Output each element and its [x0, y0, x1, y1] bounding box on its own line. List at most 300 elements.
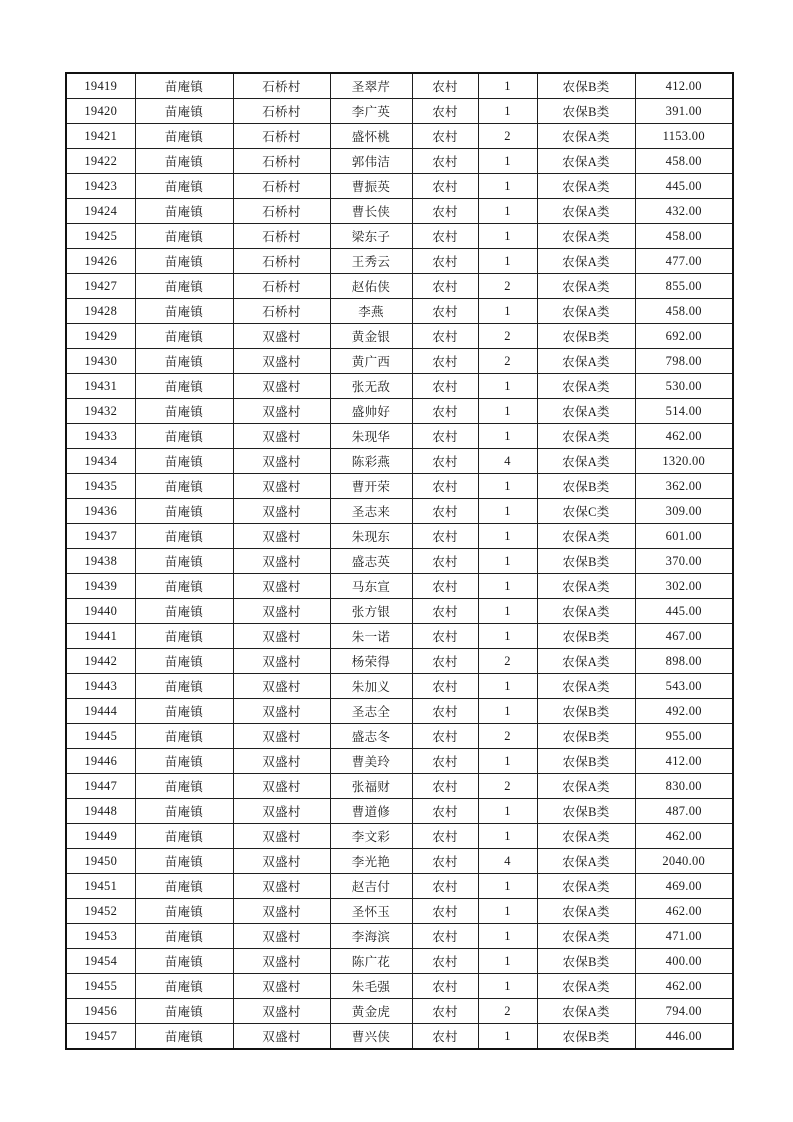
table-cell-village: 双盛村: [233, 824, 330, 849]
table-cell-amount: 1153.00: [635, 124, 733, 149]
table-cell-insurance_type: 农保B类: [537, 699, 635, 724]
table-row: [66, 1024, 733, 1050]
table-cell-person_name: 郭伟洁: [330, 149, 412, 174]
table-row: [66, 899, 733, 924]
table-cell-insurance_type: 农保B类: [537, 1024, 635, 1050]
table-cell-insurance_type: 农保B类: [537, 474, 635, 499]
table-cell-amount: 477.00: [635, 249, 733, 274]
table-cell-person_count: 2: [478, 124, 537, 149]
table-cell-town: 苗庵镇: [135, 749, 233, 774]
table-cell-town: 苗庵镇: [135, 324, 233, 349]
table-cell-person_name: 圣怀玉: [330, 899, 412, 924]
table-cell-person_name: 黄金银: [330, 324, 412, 349]
table-cell-insurance_type: 农保A类: [537, 999, 635, 1024]
table-row: [66, 724, 733, 749]
table-cell-record_id: 19438: [66, 549, 135, 574]
table-cell-person_name: 李文彩: [330, 824, 412, 849]
table-cell-record_id: 19425: [66, 224, 135, 249]
table-cell-town: 苗庵镇: [135, 574, 233, 599]
table-row: [66, 349, 733, 374]
table-row: [66, 549, 733, 574]
table-cell-record_id: 19450: [66, 849, 135, 874]
table-cell-record_id: 19421: [66, 124, 135, 149]
table-cell-person_name: 曹长侠: [330, 199, 412, 224]
table-cell-record_id: 19457: [66, 1024, 135, 1050]
table-cell-category: 农村: [412, 824, 478, 849]
table-cell-amount: 458.00: [635, 224, 733, 249]
table-cell-category: 农村: [412, 174, 478, 199]
table-cell-category: 农村: [412, 474, 478, 499]
table-cell-amount: 543.00: [635, 674, 733, 699]
table-row: [66, 774, 733, 799]
table-cell-person_count: 1: [478, 374, 537, 399]
table-cell-category: 农村: [412, 924, 478, 949]
table-row: [66, 999, 733, 1024]
table-cell-town: 苗庵镇: [135, 124, 233, 149]
table-cell-amount: 458.00: [635, 149, 733, 174]
table-cell-record_id: 19431: [66, 374, 135, 399]
table-cell-insurance_type: 农保A类: [537, 399, 635, 424]
table-cell-town: 苗庵镇: [135, 349, 233, 374]
table-cell-town: 苗庵镇: [135, 999, 233, 1024]
table-cell-person_name: 王秀云: [330, 249, 412, 274]
table-cell-town: 苗庵镇: [135, 649, 233, 674]
table-row: [66, 149, 733, 174]
table-cell-person_count: 1: [478, 224, 537, 249]
table-cell-person_name: 李燕: [330, 299, 412, 324]
table-cell-record_id: 19435: [66, 474, 135, 499]
table-cell-category: 农村: [412, 674, 478, 699]
table-row: [66, 924, 733, 949]
table-cell-town: 苗庵镇: [135, 724, 233, 749]
table-cell-person_count: 1: [478, 674, 537, 699]
table-cell-town: 苗庵镇: [135, 474, 233, 499]
table-cell-category: 农村: [412, 249, 478, 274]
table-cell-insurance_type: 农保A类: [537, 974, 635, 999]
table-cell-town: 苗庵镇: [135, 774, 233, 799]
table-cell-village: 双盛村: [233, 374, 330, 399]
table-cell-insurance_type: 农保A类: [537, 574, 635, 599]
table-cell-village: 双盛村: [233, 974, 330, 999]
table-cell-amount: 1320.00: [635, 449, 733, 474]
table-cell-category: 农村: [412, 549, 478, 574]
table-cell-insurance_type: 农保A类: [537, 199, 635, 224]
table-cell-amount: 692.00: [635, 324, 733, 349]
table-cell-town: 苗庵镇: [135, 549, 233, 574]
table-cell-amount: 309.00: [635, 499, 733, 524]
table-cell-town: 苗庵镇: [135, 424, 233, 449]
table-cell-insurance_type: 农保A类: [537, 924, 635, 949]
table-cell-amount: 446.00: [635, 1024, 733, 1050]
table-cell-person_name: 李海滨: [330, 924, 412, 949]
table-cell-person_count: 1: [478, 149, 537, 174]
table-cell-record_id: 19449: [66, 824, 135, 849]
table-cell-category: 农村: [412, 574, 478, 599]
table-cell-record_id: 19443: [66, 674, 135, 699]
table-cell-town: 苗庵镇: [135, 224, 233, 249]
table-cell-town: 苗庵镇: [135, 799, 233, 824]
table-cell-record_id: 19426: [66, 249, 135, 274]
table-cell-town: 苗庵镇: [135, 899, 233, 924]
table-cell-insurance_type: 农保A类: [537, 674, 635, 699]
table-cell-person_count: 2: [478, 724, 537, 749]
table-cell-record_id: 19453: [66, 924, 135, 949]
table-cell-record_id: 19436: [66, 499, 135, 524]
table-cell-person_count: 1: [478, 824, 537, 849]
table-cell-insurance_type: 农保A类: [537, 824, 635, 849]
table-cell-person_name: 盛志冬: [330, 724, 412, 749]
table-cell-category: 农村: [412, 449, 478, 474]
table-row: [66, 749, 733, 774]
table-cell-village: 双盛村: [233, 799, 330, 824]
table-cell-category: 农村: [412, 874, 478, 899]
table-cell-insurance_type: 农保A类: [537, 149, 635, 174]
table-cell-amount: 302.00: [635, 574, 733, 599]
table-cell-record_id: 19455: [66, 974, 135, 999]
table-cell-insurance_type: 农保B类: [537, 549, 635, 574]
table-body: [66, 73, 733, 1049]
table-cell-insurance_type: 农保A类: [537, 224, 635, 249]
table-cell-person_name: 张无敌: [330, 374, 412, 399]
table-row: [66, 274, 733, 299]
table-cell-person_count: 1: [478, 174, 537, 199]
table-cell-village: 双盛村: [233, 524, 330, 549]
table-cell-category: 农村: [412, 374, 478, 399]
table-cell-person_name: 朱加义: [330, 674, 412, 699]
table-cell-amount: 530.00: [635, 374, 733, 399]
table-cell-town: 苗庵镇: [135, 499, 233, 524]
table-cell-record_id: 19432: [66, 399, 135, 424]
table-cell-person_name: 圣志全: [330, 699, 412, 724]
table-cell-category: 农村: [412, 899, 478, 924]
table-cell-village: 石桥村: [233, 199, 330, 224]
table-row: [66, 624, 733, 649]
table-cell-category: 农村: [412, 599, 478, 624]
table-cell-person_count: 1: [478, 699, 537, 724]
table-cell-record_id: 19424: [66, 199, 135, 224]
table-cell-category: 农村: [412, 749, 478, 774]
table-cell-village: 石桥村: [233, 124, 330, 149]
table-cell-amount: 830.00: [635, 774, 733, 799]
table-row: [66, 399, 733, 424]
table-row: [66, 449, 733, 474]
table-cell-village: 双盛村: [233, 999, 330, 1024]
table-cell-category: 农村: [412, 73, 478, 99]
table-cell-village: 双盛村: [233, 849, 330, 874]
table-cell-category: 农村: [412, 149, 478, 174]
table-cell-town: 苗庵镇: [135, 149, 233, 174]
table-cell-person_count: 1: [478, 749, 537, 774]
table-cell-category: 农村: [412, 649, 478, 674]
table-cell-person_count: 1: [478, 624, 537, 649]
table-cell-village: 双盛村: [233, 699, 330, 724]
table-cell-insurance_type: 农保A类: [537, 174, 635, 199]
table-cell-town: 苗庵镇: [135, 374, 233, 399]
table-cell-village: 石桥村: [233, 249, 330, 274]
table-cell-amount: 798.00: [635, 349, 733, 374]
table-cell-village: 双盛村: [233, 674, 330, 699]
table-cell-amount: 400.00: [635, 949, 733, 974]
table-cell-amount: 432.00: [635, 199, 733, 224]
table-row: [66, 124, 733, 149]
table-cell-insurance_type: 农保A类: [537, 599, 635, 624]
table-cell-insurance_type: 农保A类: [537, 899, 635, 924]
table-cell-category: 农村: [412, 224, 478, 249]
table-cell-category: 农村: [412, 499, 478, 524]
table-cell-person_count: 1: [478, 574, 537, 599]
table-cell-village: 双盛村: [233, 549, 330, 574]
table-cell-amount: 2040.00: [635, 849, 733, 874]
table-cell-village: 双盛村: [233, 449, 330, 474]
table-cell-person_count: 4: [478, 849, 537, 874]
table-cell-person_name: 赵吉付: [330, 874, 412, 899]
table-cell-person_count: 1: [478, 474, 537, 499]
table-cell-town: 苗庵镇: [135, 99, 233, 124]
table-cell-village: 双盛村: [233, 499, 330, 524]
table-cell-record_id: 19447: [66, 774, 135, 799]
table-cell-insurance_type: 农保B类: [537, 99, 635, 124]
table-cell-person_name: 陈广花: [330, 949, 412, 974]
table-cell-category: 农村: [412, 699, 478, 724]
table-cell-person_name: 曹美玲: [330, 749, 412, 774]
table-cell-person_name: 盛志英: [330, 549, 412, 574]
table-cell-insurance_type: 农保B类: [537, 73, 635, 99]
table-cell-person_count: 1: [478, 73, 537, 99]
table-cell-insurance_type: 农保B类: [537, 799, 635, 824]
table-cell-record_id: 19422: [66, 149, 135, 174]
table-cell-category: 农村: [412, 99, 478, 124]
table-cell-amount: 855.00: [635, 274, 733, 299]
table-cell-person_count: 1: [478, 1024, 537, 1050]
table-cell-amount: 391.00: [635, 99, 733, 124]
table-cell-amount: 412.00: [635, 749, 733, 774]
table-cell-amount: 462.00: [635, 824, 733, 849]
table-cell-person_count: 1: [478, 299, 537, 324]
table-cell-person_name: 朱现华: [330, 424, 412, 449]
table-row: [66, 824, 733, 849]
table-cell-village: 石桥村: [233, 73, 330, 99]
table-row: [66, 524, 733, 549]
table-cell-insurance_type: 农保B类: [537, 949, 635, 974]
table-cell-person_count: 1: [478, 499, 537, 524]
table-cell-town: 苗庵镇: [135, 399, 233, 424]
table-cell-person_name: 曹兴侠: [330, 1024, 412, 1050]
table-cell-person_count: 2: [478, 999, 537, 1024]
table-cell-person_count: 1: [478, 974, 537, 999]
table-cell-village: 石桥村: [233, 174, 330, 199]
table-cell-person_name: 马东宣: [330, 574, 412, 599]
table-cell-village: 双盛村: [233, 574, 330, 599]
table-cell-town: 苗庵镇: [135, 974, 233, 999]
table-cell-record_id: 19420: [66, 99, 135, 124]
table-cell-category: 农村: [412, 274, 478, 299]
table-cell-town: 苗庵镇: [135, 299, 233, 324]
table-cell-town: 苗庵镇: [135, 174, 233, 199]
table-row: [66, 224, 733, 249]
table-row: [66, 599, 733, 624]
table-cell-town: 苗庵镇: [135, 199, 233, 224]
table-cell-person_name: 曹振英: [330, 174, 412, 199]
table-cell-record_id: 19442: [66, 649, 135, 674]
table-row: [66, 299, 733, 324]
table-cell-insurance_type: 农保A类: [537, 299, 635, 324]
table-cell-town: 苗庵镇: [135, 599, 233, 624]
table-cell-person_count: 1: [478, 424, 537, 449]
table-cell-amount: 601.00: [635, 524, 733, 549]
table-cell-person_count: 1: [478, 399, 537, 424]
table-cell-record_id: 19429: [66, 324, 135, 349]
table-row: [66, 199, 733, 224]
table-cell-amount: 955.00: [635, 724, 733, 749]
table-cell-person_name: 张方银: [330, 599, 412, 624]
table-row: [66, 699, 733, 724]
table-cell-record_id: 19419: [66, 73, 135, 99]
table-cell-person_name: 圣志来: [330, 499, 412, 524]
table-cell-category: 农村: [412, 199, 478, 224]
table-cell-amount: 462.00: [635, 899, 733, 924]
table-cell-village: 双盛村: [233, 874, 330, 899]
table-cell-village: 双盛村: [233, 924, 330, 949]
table-cell-village: 双盛村: [233, 474, 330, 499]
table-cell-village: 石桥村: [233, 274, 330, 299]
table-cell-category: 农村: [412, 349, 478, 374]
table-cell-category: 农村: [412, 124, 478, 149]
table-cell-person_name: 圣翠芹: [330, 73, 412, 99]
table-cell-insurance_type: 农保A类: [537, 774, 635, 799]
table-cell-person_name: 朱一诺: [330, 624, 412, 649]
table-cell-person_name: 黄金虎: [330, 999, 412, 1024]
table-cell-village: 双盛村: [233, 949, 330, 974]
table-cell-village: 石桥村: [233, 99, 330, 124]
table-cell-category: 农村: [412, 849, 478, 874]
table-row: [66, 73, 733, 99]
table-cell-category: 农村: [412, 299, 478, 324]
table-cell-town: 苗庵镇: [135, 849, 233, 874]
table-cell-insurance_type: 农保A类: [537, 449, 635, 474]
table-cell-amount: 898.00: [635, 649, 733, 674]
table-cell-category: 农村: [412, 799, 478, 824]
table-row: [66, 574, 733, 599]
table-cell-record_id: 19440: [66, 599, 135, 624]
table-cell-record_id: 19423: [66, 174, 135, 199]
table-cell-town: 苗庵镇: [135, 699, 233, 724]
table-cell-person_count: 1: [478, 799, 537, 824]
table-cell-amount: 794.00: [635, 999, 733, 1024]
table-row: [66, 174, 733, 199]
table-cell-village: 双盛村: [233, 1024, 330, 1050]
table-cell-village: 双盛村: [233, 349, 330, 374]
table-cell-insurance_type: 农保B类: [537, 624, 635, 649]
table-row: [66, 974, 733, 999]
table-cell-insurance_type: 农保A类: [537, 424, 635, 449]
table-cell-person_count: 1: [478, 199, 537, 224]
table-row: [66, 849, 733, 874]
table-cell-village: 双盛村: [233, 749, 330, 774]
table-cell-record_id: 19456: [66, 999, 135, 1024]
table-cell-person_name: 李广英: [330, 99, 412, 124]
table-cell-record_id: 19444: [66, 699, 135, 724]
table-cell-person_name: 梁东子: [330, 224, 412, 249]
table-cell-town: 苗庵镇: [135, 449, 233, 474]
table-cell-record_id: 19433: [66, 424, 135, 449]
benefits-table: [65, 72, 734, 1050]
table-cell-town: 苗庵镇: [135, 524, 233, 549]
table-cell-insurance_type: 农保A类: [537, 374, 635, 399]
table-cell-amount: 467.00: [635, 624, 733, 649]
table-cell-record_id: 19454: [66, 949, 135, 974]
table-row: [66, 649, 733, 674]
table-cell-person_name: 张福财: [330, 774, 412, 799]
table-cell-amount: 514.00: [635, 399, 733, 424]
table-row: [66, 374, 733, 399]
table-cell-person_count: 1: [478, 899, 537, 924]
table-cell-town: 苗庵镇: [135, 924, 233, 949]
table-cell-category: 农村: [412, 399, 478, 424]
table-cell-person_name: 盛帅好: [330, 399, 412, 424]
table-cell-person_count: 2: [478, 324, 537, 349]
table-cell-insurance_type: 农保A类: [537, 249, 635, 274]
table-cell-person_name: 曹开荣: [330, 474, 412, 499]
table-cell-record_id: 19448: [66, 799, 135, 824]
table-cell-record_id: 19428: [66, 299, 135, 324]
table-cell-person_name: 杨荣得: [330, 649, 412, 674]
table-cell-record_id: 19439: [66, 574, 135, 599]
table-cell-person_count: 4: [478, 449, 537, 474]
table-cell-amount: 487.00: [635, 799, 733, 824]
table-cell-record_id: 19430: [66, 349, 135, 374]
table-cell-village: 石桥村: [233, 299, 330, 324]
table-cell-town: 苗庵镇: [135, 874, 233, 899]
table-cell-record_id: 19434: [66, 449, 135, 474]
table-row: [66, 949, 733, 974]
table-cell-person_count: 1: [478, 874, 537, 899]
table-cell-village: 双盛村: [233, 624, 330, 649]
table-cell-person_count: 1: [478, 99, 537, 124]
table-row: [66, 474, 733, 499]
table-cell-person_count: 1: [478, 949, 537, 974]
table-cell-person_name: 赵佑侠: [330, 274, 412, 299]
table-cell-insurance_type: 农保B类: [537, 724, 635, 749]
table-cell-insurance_type: 农保A类: [537, 524, 635, 549]
table-cell-record_id: 19445: [66, 724, 135, 749]
table-cell-record_id: 19451: [66, 874, 135, 899]
table-cell-category: 农村: [412, 774, 478, 799]
table-cell-insurance_type: 农保A类: [537, 349, 635, 374]
table-cell-amount: 469.00: [635, 874, 733, 899]
table-cell-category: 农村: [412, 974, 478, 999]
table-cell-person_name: 朱毛强: [330, 974, 412, 999]
table-cell-person_count: 1: [478, 924, 537, 949]
table-cell-amount: 412.00: [635, 73, 733, 99]
table-cell-town: 苗庵镇: [135, 624, 233, 649]
table-cell-amount: 370.00: [635, 549, 733, 574]
table-cell-amount: 458.00: [635, 299, 733, 324]
table-cell-category: 农村: [412, 724, 478, 749]
table-cell-village: 双盛村: [233, 324, 330, 349]
table-row: [66, 674, 733, 699]
table-cell-town: 苗庵镇: [135, 73, 233, 99]
table-cell-category: 农村: [412, 524, 478, 549]
table-cell-town: 苗庵镇: [135, 949, 233, 974]
table-cell-category: 农村: [412, 624, 478, 649]
table-cell-village: 双盛村: [233, 399, 330, 424]
table-cell-village: 双盛村: [233, 424, 330, 449]
table-cell-person_count: 1: [478, 599, 537, 624]
table-cell-village: 石桥村: [233, 224, 330, 249]
table-cell-amount: 471.00: [635, 924, 733, 949]
table-cell-category: 农村: [412, 949, 478, 974]
table-cell-village: 双盛村: [233, 599, 330, 624]
